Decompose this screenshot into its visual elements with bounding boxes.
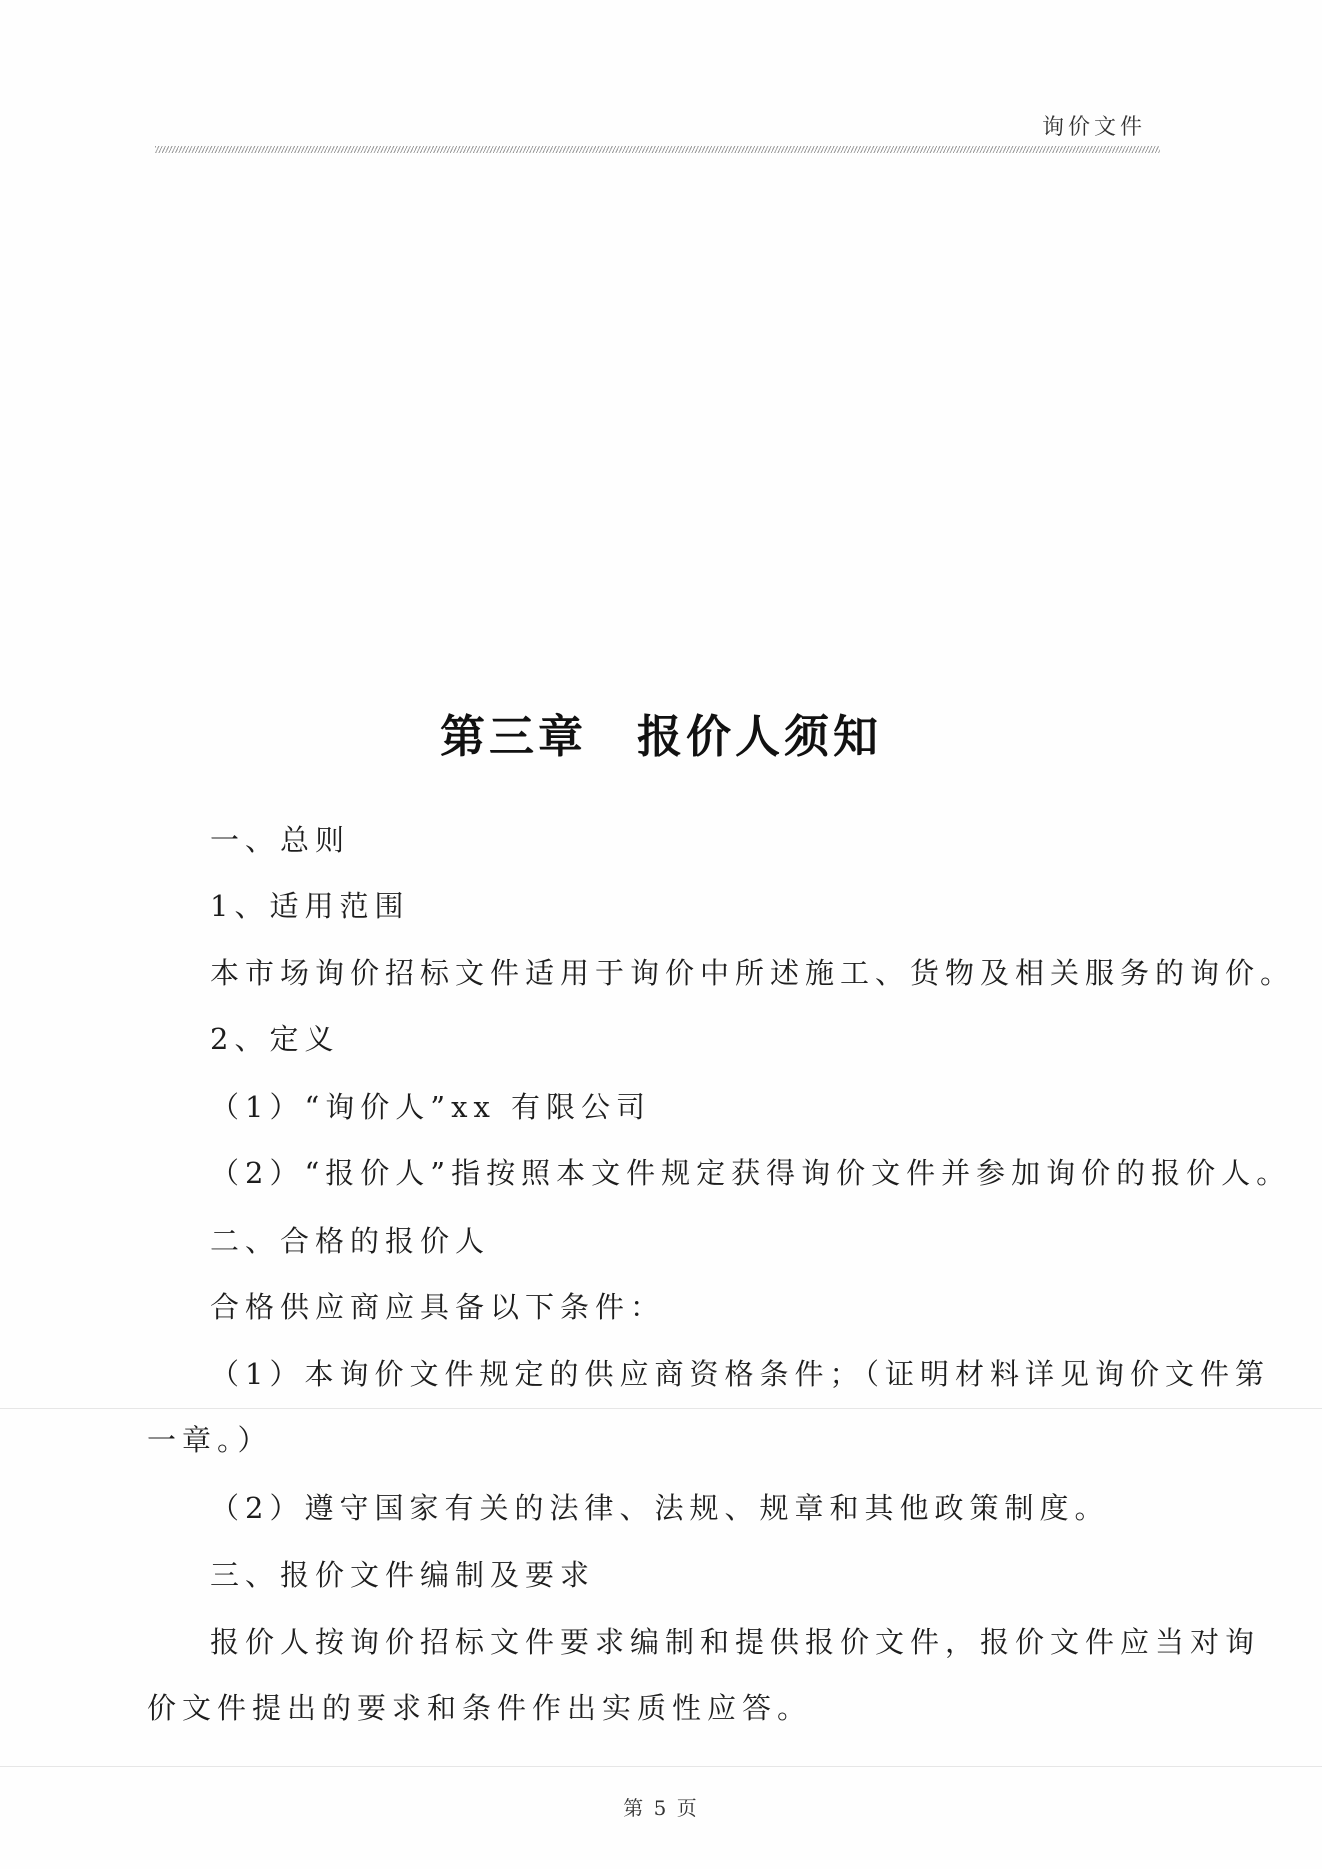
paragraph-bid-preparation-continued: 价文件提出的要求和条件作出实质性应答。	[147, 1691, 813, 1725]
header-divider	[155, 146, 1160, 153]
section-heading-general: 一、总则	[210, 823, 351, 857]
paragraph-bid-preparation: 报价人按询价招标文件要求编制和提供报价文件，报价文件应当对询	[210, 1625, 1261, 1659]
chapter-heading	[0, 700, 1322, 765]
definition-item-1: （1）“询价人”xx 有限公司	[210, 1090, 652, 1124]
section-heading-qualified-bidder: 二、合格的报价人	[210, 1224, 491, 1258]
paragraph-scope: 本市场询价招标文件适用于询价中所述施工、货物及相关服务的询价。	[210, 956, 1296, 990]
definition-item-2: （2）“报价人”指按照本文件规定获得询价文件并参加询价的报价人。	[210, 1156, 1292, 1190]
section-heading-bid-preparation: 三、报价文件编制及要求	[210, 1558, 596, 1592]
subsection-heading-scope: 1、适用范围	[210, 889, 410, 923]
page-number: 第 5 页	[623, 1796, 699, 1820]
header-title: 询价文件	[1041, 115, 1146, 140]
scan-artifact-line	[0, 1766, 1322, 1767]
paragraph-qualification-intro: 合格供应商应具备以下条件：	[210, 1290, 666, 1324]
qualification-item-2: （2）遵守国家有关的法律、法规、规章和其他政策制度。	[210, 1491, 1110, 1525]
chapter-title: 报价人须知	[637, 710, 883, 763]
scan-artifact-line	[0, 1408, 1322, 1409]
qualification-item-1: （1）本询价文件规定的供应商资格条件；（证明材料详见询价文件第	[210, 1357, 1270, 1391]
qualification-item-1-continued: 一章。）	[147, 1423, 273, 1457]
chapter-number: 第三章	[439, 710, 587, 763]
subsection-heading-definitions: 2、定义	[210, 1022, 340, 1056]
